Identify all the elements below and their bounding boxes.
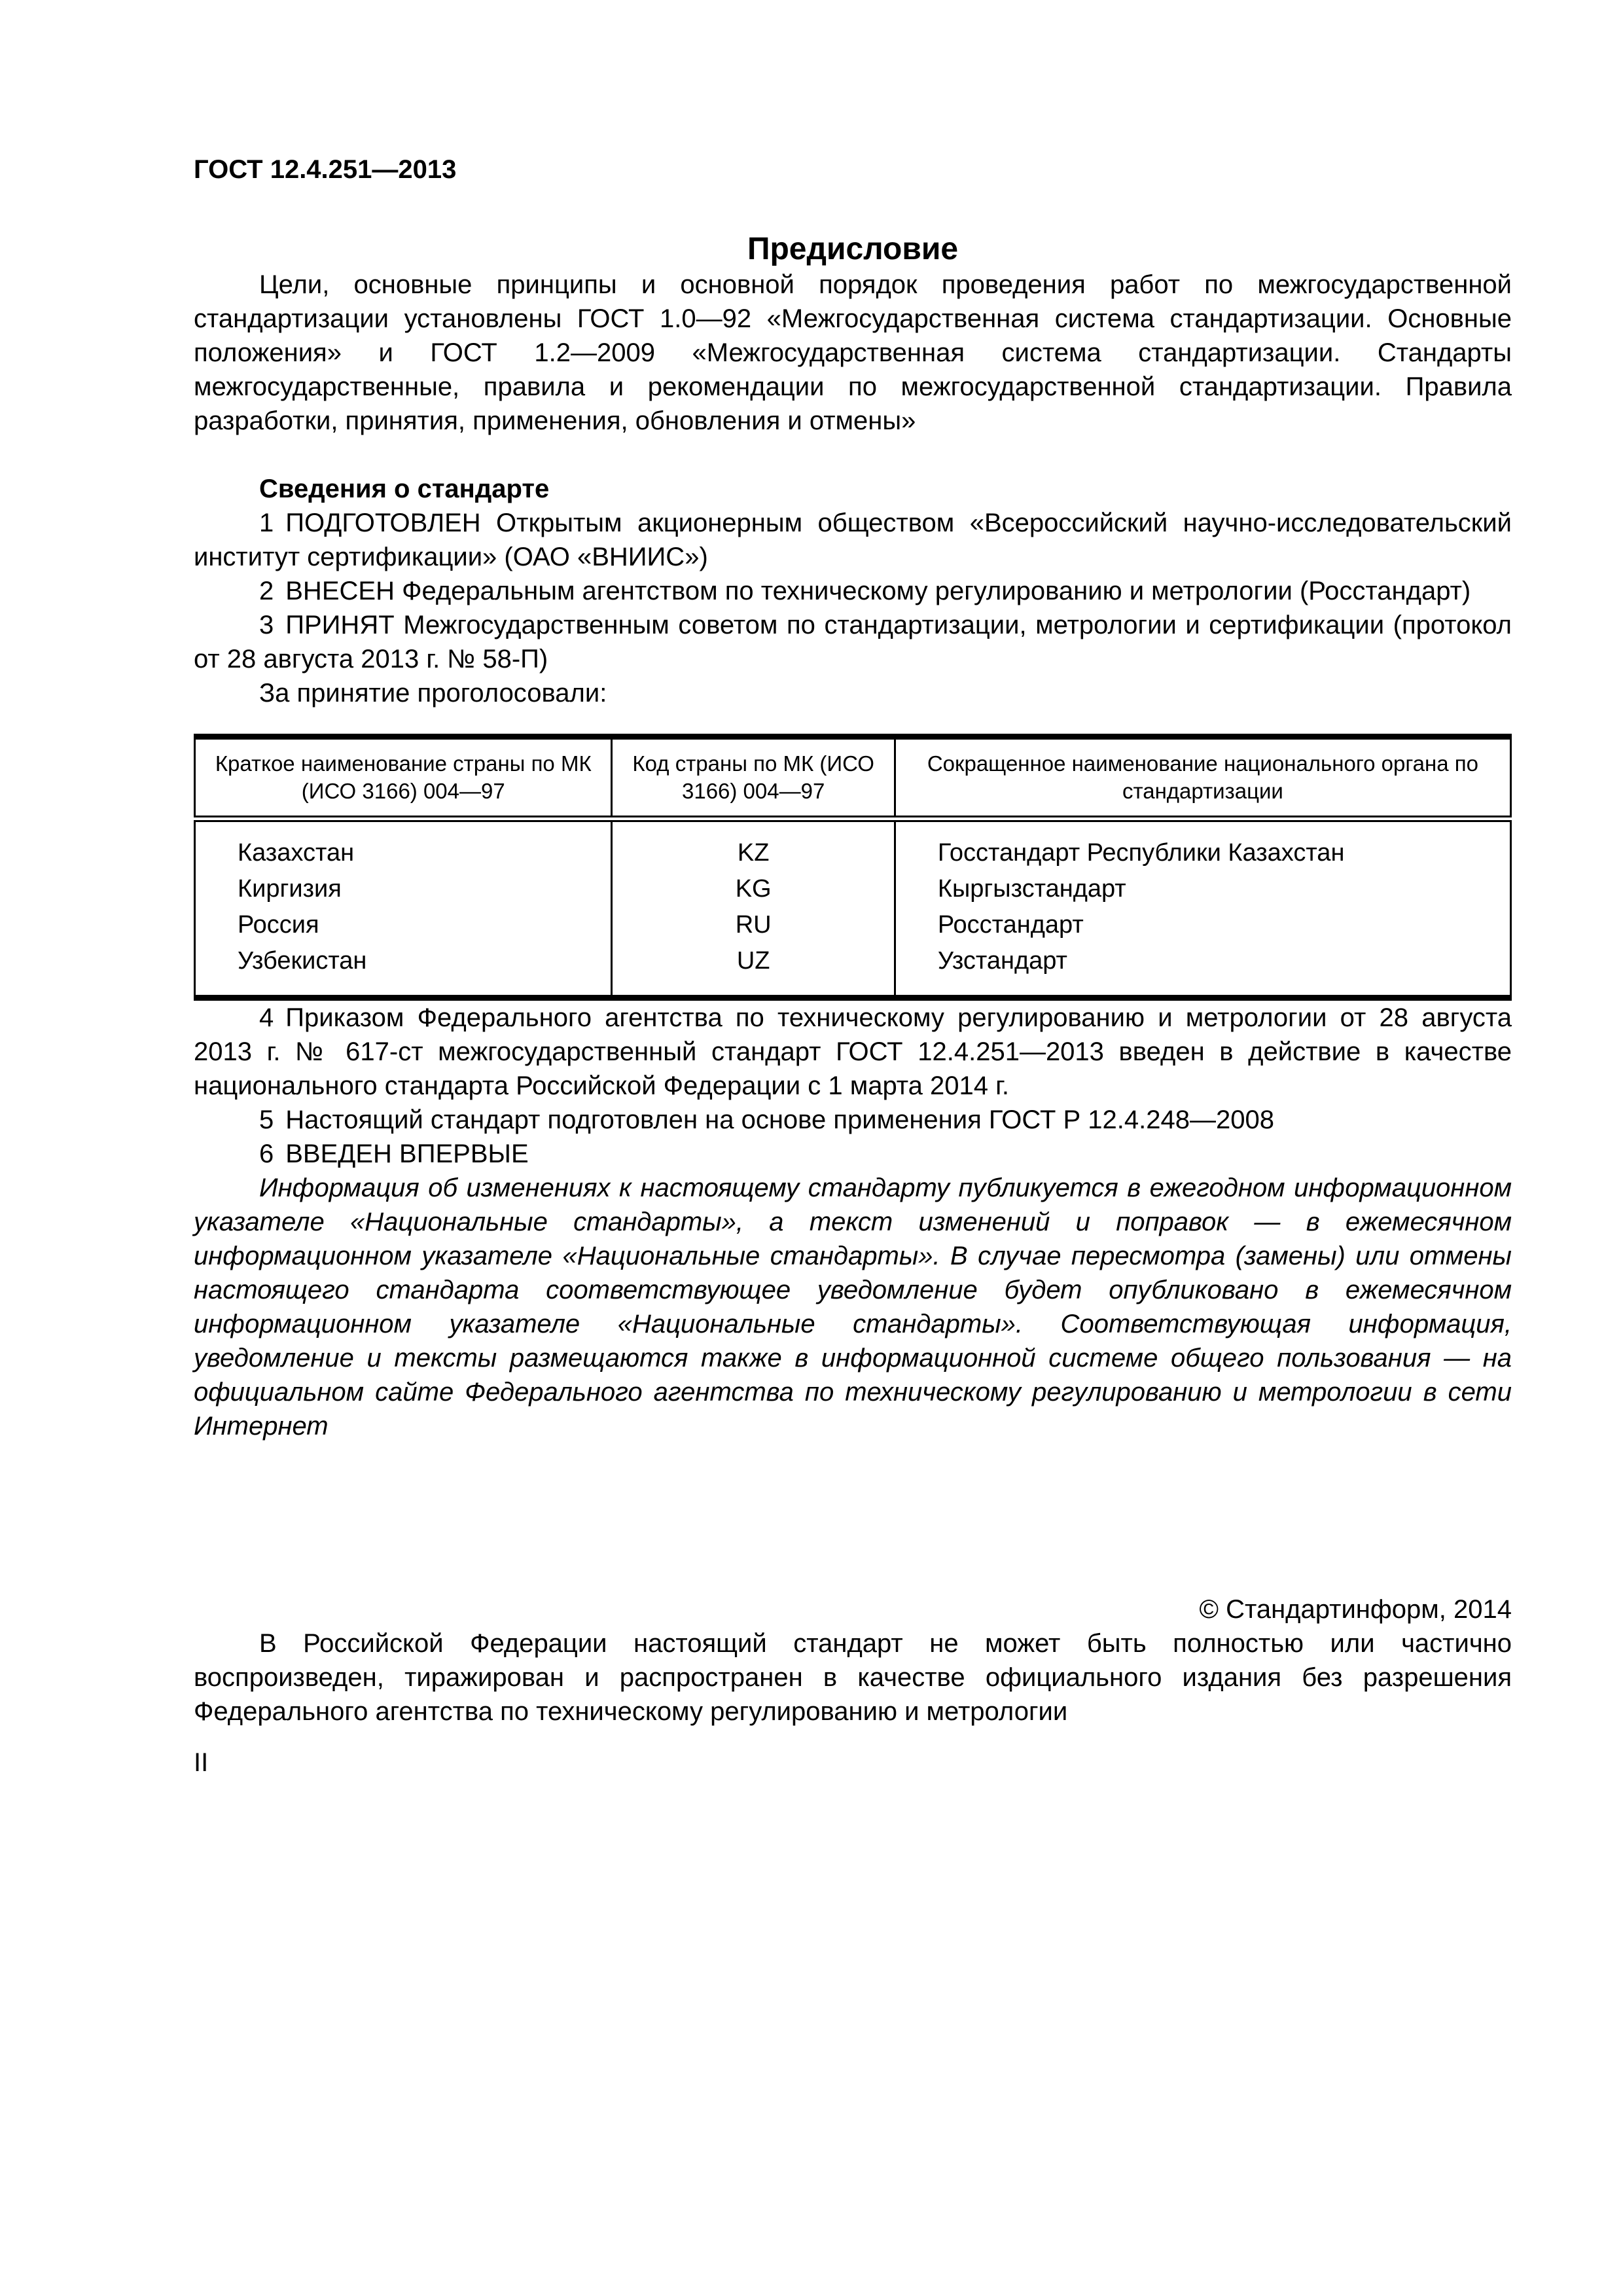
restriction-paragraph: В Российской Федерации настоящий стандарт не может быть полностью или частично воспроизведен, тиражирован и распространен в качестве официального издания без разрешения Федерального агентства по техническому регулированию и метрологии bbox=[194, 1629, 1512, 1726]
vote-table-header-row bbox=[195, 737, 1511, 819]
section-heading-standard-info: Сведения о стандарте bbox=[259, 475, 550, 503]
table-row bbox=[195, 871, 1511, 907]
item-text: ПРИНЯТ Межгосударственным советом по стандартизации, метрологии и сертификации (протокол от 28 августа 2013 г. № 58-П) bbox=[194, 611, 1512, 673]
foreword-item-2 bbox=[194, 574, 1512, 608]
cell-body: Росстандарт bbox=[895, 907, 1510, 943]
info-note: Информация об изменениях к настоящему стандарту публикуется в ежегодном информационном указателе «Национальные стандарты», а текст изменений и поправок — в ежемесячном информационном указателе «Национальные стандарты». В случае пересмотра (замены) или отмены настоящего стандарта соответствующее уведомление будет опубликовано в ежемесячном информационном указателе «Национальные стандарты». Соответствующая информация, уведомление и тексты размещаются также в информационной системе общего пользования — на официальном сайте Федерального агентства по техническому регулированию и метрологии в сети Интернет bbox=[194, 1174, 1512, 1441]
table-row bbox=[195, 907, 1511, 943]
item-text: ПОДГОТОВЛЕН Открытым акционерным обществом «Всероссийский научно-исследовательский институт сертификации» (ОАО «ВНИИС») bbox=[194, 509, 1512, 571]
copyright-notice: © Стандартинформ, 2014 bbox=[1199, 1595, 1512, 1624]
vote-table-head bbox=[195, 737, 1511, 819]
cell-country: Узбекистан bbox=[195, 943, 612, 998]
vote-table-body bbox=[195, 819, 1511, 998]
item-text: ВВЕДЕН ВПЕРВЫЕ bbox=[285, 1139, 529, 1168]
page-title: Предисловие bbox=[747, 232, 959, 266]
foreword-item-1 bbox=[194, 506, 1512, 574]
page-content bbox=[194, 154, 1512, 1780]
foreword-item-5 bbox=[194, 1103, 1512, 1137]
cell-code: KG bbox=[612, 871, 895, 907]
cell-country: Киргизия bbox=[195, 871, 612, 907]
item-text: Приказом Федерального агентства по техническому регулированию и метрологии от 28 августа 2013 г. № 617-ст межгосударственный стандарт ГОСТ 12.4.251—2013 введен в действие в качестве национального стандарта Российской Федерации с 1 марта 2014 г. bbox=[194, 1003, 1512, 1100]
item-number: 6 bbox=[259, 1139, 274, 1168]
cell-country: Россия bbox=[195, 907, 612, 943]
table-row bbox=[195, 819, 1511, 871]
cell-code: UZ bbox=[612, 943, 895, 998]
vote-table bbox=[194, 734, 1512, 1001]
item-number: 5 bbox=[259, 1105, 274, 1134]
item-number: 3 bbox=[259, 611, 274, 639]
table-row bbox=[195, 943, 1511, 998]
item-text: Настоящий стандарт подготовлен на основе применения ГОСТ Р 12.4.248—2008 bbox=[285, 1105, 1274, 1134]
cell-code: RU bbox=[612, 907, 895, 943]
table-header-code: Код страны по МК (ИСО 3166) 004—97 bbox=[612, 737, 895, 819]
intro-paragraph: Цели, основные принципы и основной порядок проведения работ по межгосударственной стандартизации установлены ГОСТ 1.0—92 «Межгосударственная система стандартизации. Основные положения» и ГОСТ 1.2—2009 «Межгосударственная система стандартизации. Стандарты межгосударственные, правила и рекомендации по межгосударственной стандартизации. Правила разработки, принятия, применения, обновления и отмены» bbox=[194, 270, 1512, 435]
table-header-body: Сокращенное наименование национального органа по стандартизации bbox=[895, 737, 1510, 819]
item-number: 4 bbox=[259, 1003, 274, 1032]
cell-body: Кыргызстандарт bbox=[895, 871, 1510, 907]
cell-code: KZ bbox=[612, 819, 895, 871]
vote-label: За принятие проголосовали: bbox=[259, 679, 607, 708]
cell-body: Госстандарт Республики Казахстан bbox=[895, 819, 1510, 871]
cell-country: Казахстан bbox=[195, 819, 612, 871]
item-number: 2 bbox=[259, 577, 274, 605]
page-number: II bbox=[194, 1748, 209, 1777]
foreword-item-3 bbox=[194, 608, 1512, 676]
foreword-item-4 bbox=[194, 1001, 1512, 1103]
item-number: 1 bbox=[259, 509, 274, 537]
item-text: ВНЕСЕН Федеральным агентством по техническому регулированию и метрологии (Росстандарт) bbox=[285, 577, 1471, 605]
foreword-item-6 bbox=[194, 1137, 1512, 1171]
table-header-country: Краткое наименование страны по МК (ИСО 3166) 004—97 bbox=[195, 737, 612, 819]
cell-body: Узстандарт bbox=[895, 943, 1510, 998]
doc-number: ГОСТ 12.4.251—2013 bbox=[194, 155, 457, 184]
